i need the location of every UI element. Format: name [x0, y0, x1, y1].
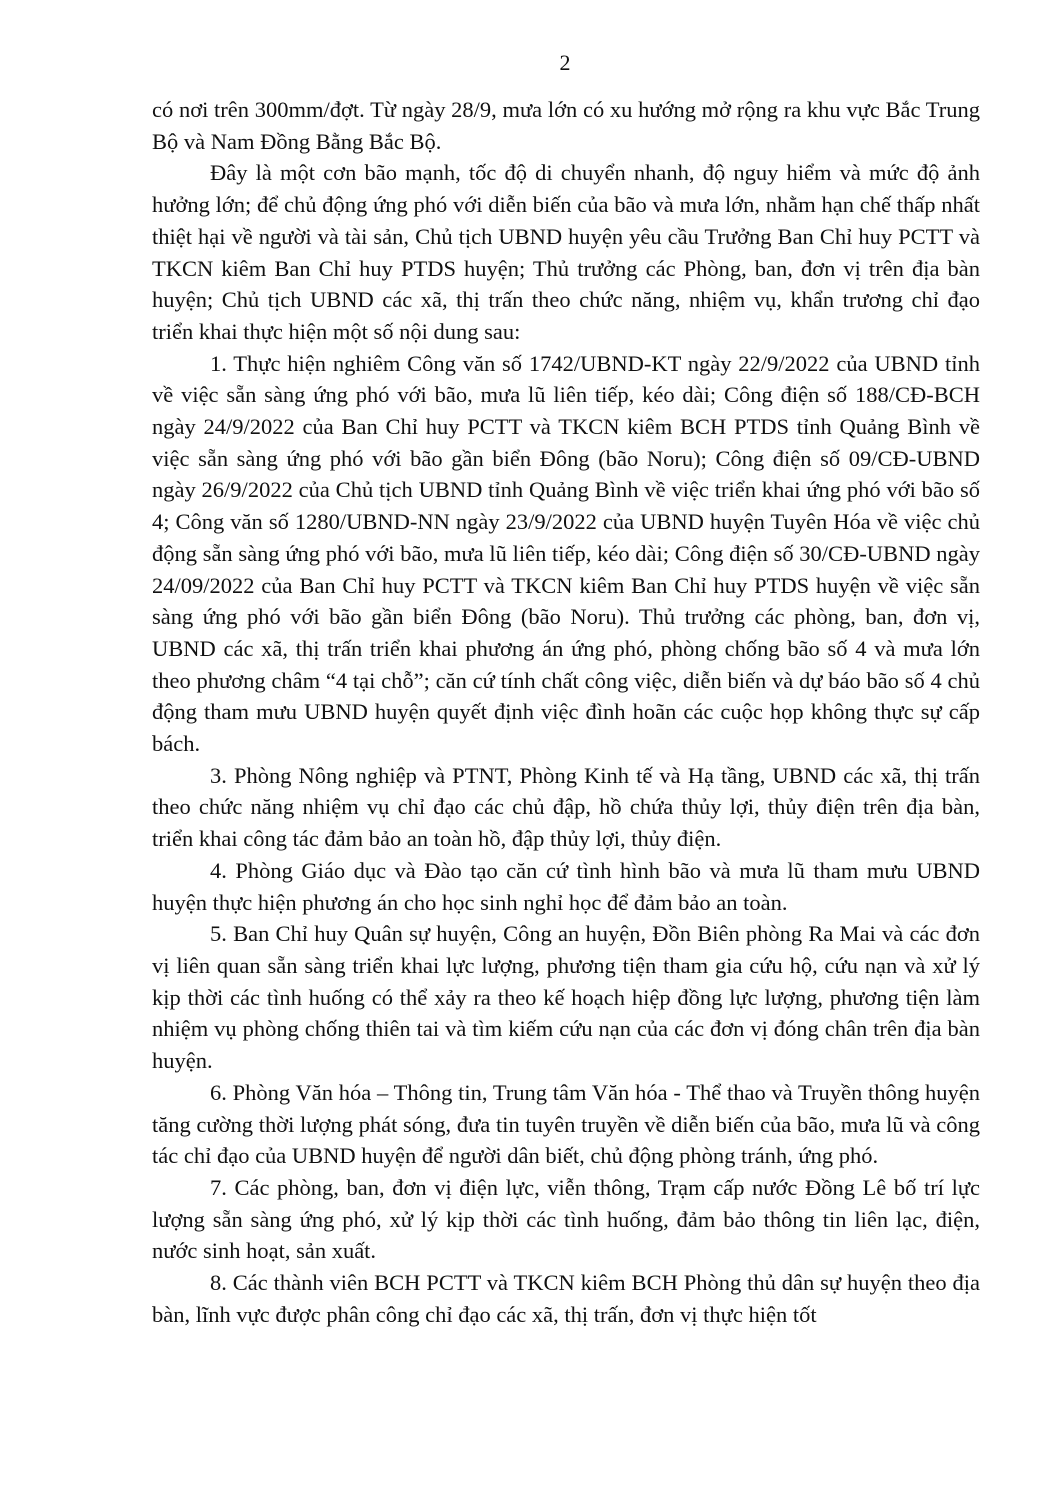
- paragraph-item-7: 7. Các phòng, ban, đơn vị điện lực, viễn thông, Trạm cấp nước Đồng Lê bố trí lực lượng sẵn sàng ứng phó, xử lý kịp thời các tình huống, đảm bảo thông tin liên lạc, điện, nước sinh hoạt, sản xuất.: [152, 1174, 980, 1264]
- paragraph-item-6: 6. Phòng Văn hóa – Thông tin, Trung tâm Văn hóa - Thể thao và Truyền thông huyện tăng cường thời lượng phát sóng, đưa tin tuyên truyền về diễn biến của bão, mưa lũ và công tác chỉ đạo của UBND huyện để người dân biết, chủ động phòng tránh, ứng phó.: [152, 1079, 980, 1169]
- page-number: 2: [559, 50, 571, 75]
- paragraph-item-8: 8. Các thành viên BCH PCTT và TKCN kiêm BCH Phòng thủ dân sự huyện theo địa bàn, lĩnh vực được phân công chỉ đạo các xã, thị trấn, đơn vị thực hiện tốt: [152, 1270, 980, 1327]
- paragraph-item-3: 3. Phòng Nông nghiệp và PTNT, Phòng Kinh tế và Hạ tầng, UBND các xã, thị trấn theo chức năng nhiệm vụ chỉ đạo các chủ đập, hồ chứa thủy lợi, thủy điện trên địa bàn, triển khai công tác đảm bảo an toàn hồ, đập thủy lợi, thủy điện.: [152, 762, 980, 852]
- paragraph-intro: Đây là một cơn bão mạnh, tốc độ di chuyển nhanh, độ nguy hiểm và mức độ ảnh hưởng lớn; để chủ động ứng phó với diễn biến của bão và mưa lớn, nhằm hạn chế thấp nhất thiệt hại về người và tài sản, Chủ tịch UBND huyện yêu cầu Trưởng Ban Chỉ huy PCTT và TKCN kiêm Ban Chỉ huy PTDS huyện; Thủ trưởng các Phòng, ban, đơn vị trên địa bàn huyện; Chủ tịch UBND các xã, thị trấn theo chức năng, nhiệm vụ, khẩn trương chỉ đạo triển khai thực hiện một số nội dung sau:: [152, 160, 980, 344]
- paragraph-item-4: 4. Phòng Giáo dục và Đào tạo căn cứ tình hình bão và mưa lũ tham mưu UBND huyện thực hiện phương án cho học sinh nghỉ học để đảm bảo an toàn.: [152, 857, 980, 915]
- paragraph-continued: có nơi trên 300mm/đợt. Từ ngày 28/9, mưa lớn có xu hướng mở rộng ra khu vực Bắc Trung Bộ và Nam Đồng Bằng Bắc Bộ.: [152, 97, 980, 154]
- document-body: [152, 94, 980, 1330]
- paragraph-item-5: 5. Ban Chỉ huy Quân sự huyện, Công an huyện, Đồn Biên phòng Ra Mai và các đơn vị liên quan sẵn sàng triển khai lực lượng, phương tiện tham gia cứu hộ, cứu nạn và xử lý kịp thời các tình huống có thể xảy ra theo kế hoạch hiệp đồng lực lượng, phương tiện làm nhiệm vụ phòng chống thiên tai và tìm kiếm cứu nạn của các đơn vị đóng chân trên địa bàn huyện.: [152, 921, 980, 1074]
- paragraph-item-1: 1. Thực hiện nghiêm Công văn số 1742/UBND-KT ngày 22/9/2022 của UBND tỉnh về việc sẵn sàng ứng phó với bão, mưa lũ liên tiếp, kéo dài; Công điện số 188/CĐ-BCH ngày 24/9/2022 của Ban Chỉ huy PCTT và TKCN kiêm BCH PTDS tỉnh Quảng Bình về việc sẵn sàng ứng phó với bão gần biển Đông (bão Noru); Công điện số 09/CĐ-UBND ngày 26/9/2022 của Chủ tịch UBND tỉnh Quảng Bình về việc triển khai ứng phó với bão số 4; Công văn số 1280/UBND-NN ngày 23/9/2022 của UBND huyện Tuyên Hóa về việc chủ động sẵn sàng ứng phó với bão, mưa lũ liên tiếp, kéo dài; Công điện số 30/CĐ-UBND ngày 24/09/2022 của Ban Chỉ huy PCTT và TKCN kiêm Ban Chỉ huy PTDS huyện về việc sẵn sàng ứng phó với bão gần biển Đông (bão Noru). Thủ trưởng các phòng, ban, đơn vị, UBND các xã, thị trấn triển khai phương án ứng phó, phòng chống bão số 4 và mưa lớn theo phương châm “4 tại chỗ”; căn cứ tính chất công việc, diễn biến và dự báo bão số 4 chủ động tham mưu UBND huyện quyết định việc đình hoãn các cuộc họp không thực sự cấp bách.: [152, 350, 980, 757]
